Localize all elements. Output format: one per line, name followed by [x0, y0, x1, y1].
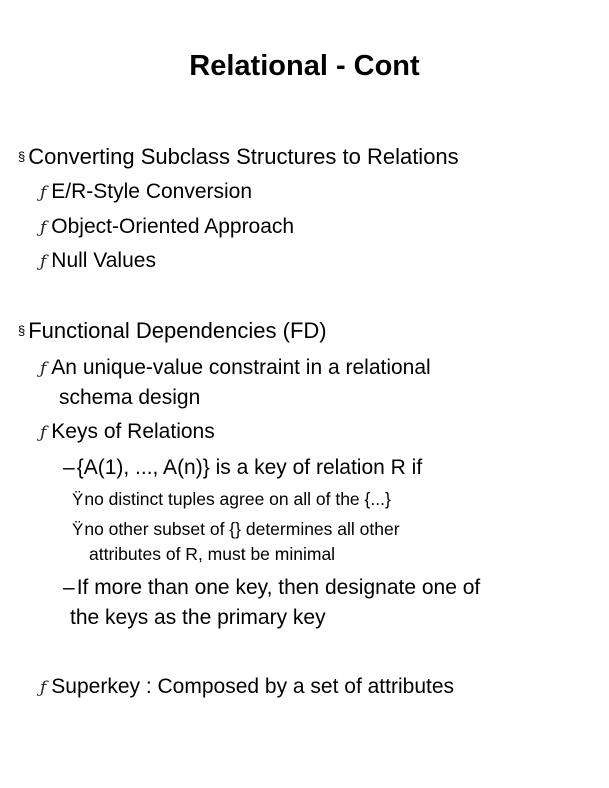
sub-bullet-icon: ƒ [40, 252, 47, 272]
item-text: Null Values [51, 249, 156, 272]
item-text: no distinct tuples agree on all of the {...} [84, 489, 391, 509]
list-item-keys [40, 420, 215, 444]
item-text: If more than one key, then designate one of [76, 576, 481, 599]
primary-key-continuation: the keys as the primary key [70, 606, 326, 629]
section-bullet-icon: § [18, 149, 26, 164]
item-text: Object-Oriented Approach [51, 215, 295, 238]
sub-bullet-icon: ƒ [40, 678, 47, 698]
dash-bullet-icon: – [63, 456, 75, 479]
item-text: {A(1), ..., A(n)} is a key of relation R if [76, 456, 423, 479]
heading-text: Converting Subclass Structures to Relations [28, 144, 459, 169]
item-text: E/R-Style Conversion [51, 180, 253, 203]
key-condition-distinct [72, 489, 391, 510]
key-condition-minimal [72, 519, 400, 540]
primary-key-note [63, 576, 480, 600]
slide-title: Relational - Cont [189, 50, 420, 82]
sub-bullet-icon: ƒ [40, 218, 47, 238]
key-definition [63, 456, 422, 480]
list-item-er-style [40, 180, 252, 204]
list-item-unique-value [40, 356, 431, 380]
section-bullet-icon: § [18, 323, 26, 338]
arrow-bullet-icon: Ÿ [72, 520, 84, 539]
item-text: An unique-value constraint in a relational [51, 356, 431, 379]
sub-bullet-icon: ƒ [40, 359, 47, 379]
section-heading-subclass [18, 144, 459, 170]
list-item-superkey [40, 675, 454, 699]
item-text: Superkey : Composed by a set of attributes [51, 675, 455, 698]
list-item-object-oriented [40, 215, 294, 239]
list-item-continuation: schema design [59, 386, 201, 409]
key-condition-continuation: attributes of R, must be minimal [89, 544, 336, 564]
item-text: Keys of Relations [51, 420, 215, 443]
sub-bullet-icon: ƒ [40, 423, 47, 443]
heading-text: Functional Dependencies (FD) [28, 318, 327, 343]
sub-bullet-icon: ƒ [40, 183, 47, 203]
arrow-bullet-icon: Ÿ [72, 490, 84, 509]
list-item-null-values [40, 249, 156, 273]
section-heading-fd [18, 318, 327, 344]
item-text: no other subset of {} determines all other [84, 519, 400, 539]
dash-bullet-icon: – [63, 576, 75, 599]
